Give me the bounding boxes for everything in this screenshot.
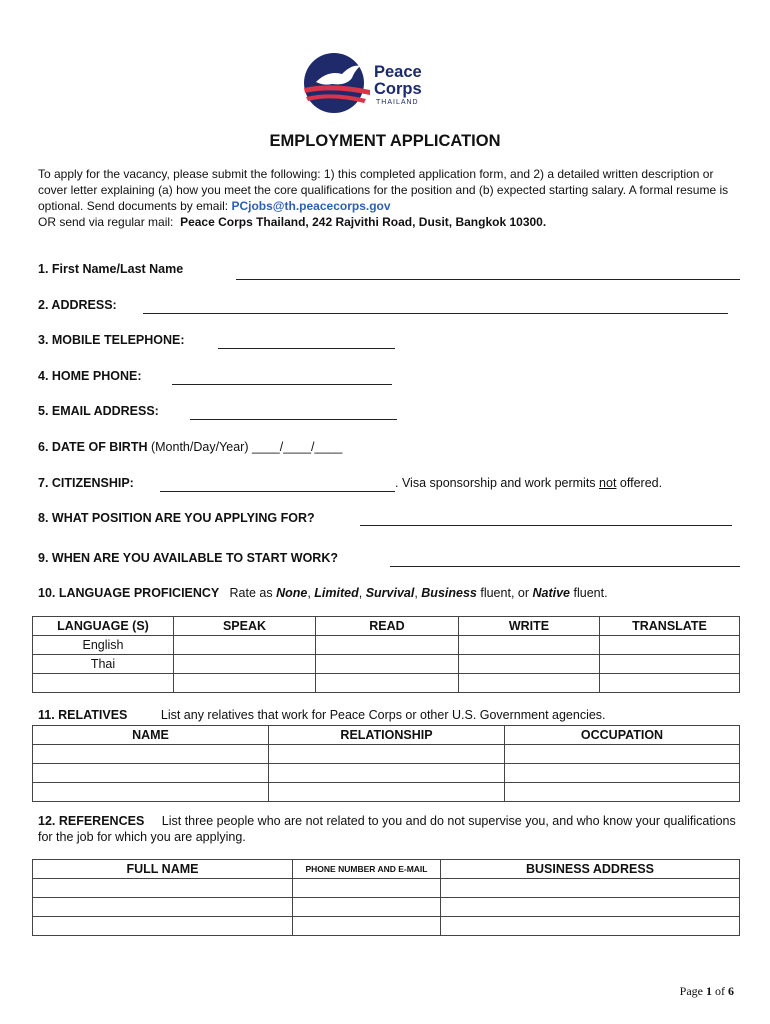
dove-emblem-icon: [302, 52, 372, 114]
speak-cell[interactable]: [174, 655, 316, 674]
references-table: [32, 859, 740, 936]
email-link[interactable]: PCjobs@th.peacecorps.gov: [231, 199, 391, 213]
name-cell[interactable]: [33, 764, 269, 783]
rate-business: Business: [421, 586, 477, 600]
col-phone-email: PHONE NUMBER AND E-MAIL: [293, 860, 441, 879]
rate-survival: Survival: [365, 586, 415, 600]
relationship-cell[interactable]: [269, 783, 505, 802]
peace-corps-logo: [302, 52, 432, 114]
table-row: [33, 898, 740, 917]
page-number: [680, 984, 734, 999]
table-row: [33, 879, 740, 898]
phone-email-cell[interactable]: [293, 898, 441, 917]
mail-address: Peace Corps Thailand, 242 Rajvithi Road, Dusit, Bangkok 10300.: [180, 215, 547, 229]
date-of-birth-row: [38, 440, 342, 454]
references-heading: 12. REFERENCES: [38, 814, 145, 828]
write-cell[interactable]: [459, 674, 600, 693]
table-row: [33, 783, 740, 802]
rate-fluent-or: fluent, or: [480, 586, 529, 600]
language-heading: 10. LANGUAGE PROFICIENCY: [38, 586, 220, 600]
first-last-name-field[interactable]: [236, 279, 740, 280]
relatives-table-header: [33, 726, 740, 745]
relatives-row: [38, 708, 606, 722]
home-phone-label: 4. HOME PHONE:: [38, 369, 142, 383]
table-row: [33, 636, 740, 655]
occupation-cell[interactable]: [505, 783, 740, 802]
mobile-telephone-field[interactable]: [218, 348, 395, 349]
page-title: EMPLOYMENT APPLICATION: [269, 132, 501, 150]
relationship-cell[interactable]: [269, 745, 505, 764]
full-name-cell[interactable]: [33, 879, 293, 898]
table-row: [33, 655, 740, 674]
rate-limited: Limited: [314, 586, 359, 600]
col-language: LANGUAGE (S): [33, 617, 174, 636]
occupation-cell[interactable]: [505, 745, 740, 764]
home-phone-field[interactable]: [172, 384, 392, 385]
business-address-cell[interactable]: [441, 879, 740, 898]
speak-cell[interactable]: [174, 636, 316, 655]
business-address-cell[interactable]: [441, 917, 740, 936]
phone-email-cell[interactable]: [293, 879, 441, 898]
full-name-cell[interactable]: [33, 898, 293, 917]
phone-email-cell[interactable]: [293, 917, 441, 936]
start-work-label: 9. WHEN ARE YOU AVAILABLE TO START WORK?: [38, 551, 338, 565]
citizenship-field[interactable]: [160, 491, 395, 492]
rate-none: None: [276, 586, 308, 600]
table-row: [33, 917, 740, 936]
language-cell[interactable]: [33, 674, 174, 693]
references-row: [38, 813, 738, 845]
relatives-instruction: List any relatives that work for Peace Corps or other U.S. Government agencies.: [160, 708, 606, 722]
language-cell: English: [33, 636, 174, 655]
table-row: [33, 764, 740, 783]
translate-cell[interactable]: [600, 655, 740, 674]
occupation-cell[interactable]: [505, 764, 740, 783]
visa-note-text: . Visa sponsorship and work permits: [395, 476, 596, 490]
relationship-cell[interactable]: [269, 764, 505, 783]
rate-fluent-end: fluent.: [573, 586, 608, 600]
col-translate: TRANSLATE: [600, 617, 740, 636]
visa-note: [395, 476, 662, 490]
language-table-header: [33, 617, 740, 636]
relatives-heading: 11. RELATIVES: [38, 708, 128, 722]
col-write: WRITE: [459, 617, 600, 636]
position-label: 8. WHAT POSITION ARE YOU APPLYING FOR?: [38, 511, 315, 525]
write-cell[interactable]: [459, 636, 600, 655]
start-work-field[interactable]: [390, 566, 740, 567]
email-address-label: 5. EMAIL ADDRESS:: [38, 404, 159, 418]
visa-note-not: not: [599, 476, 617, 490]
business-address-cell[interactable]: [441, 898, 740, 917]
col-full-name: FULL NAME: [33, 860, 293, 879]
col-name: NAME: [33, 726, 269, 745]
read-cell[interactable]: [316, 655, 459, 674]
write-cell[interactable]: [459, 655, 600, 674]
col-speak: SPEAK: [174, 617, 316, 636]
speak-cell[interactable]: [174, 674, 316, 693]
references-instruction: List three people who are not related to you and do not supervise you, and who know your qualifications for the job for which you are applying.: [38, 814, 736, 844]
col-business-address: BUSINESS ADDRESS: [441, 860, 740, 879]
address-label: 2. ADDRESS:: [38, 298, 117, 312]
first-last-name-label: 1. First Name/Last Name: [38, 262, 184, 276]
language-cell: Thai: [33, 655, 174, 674]
date-of-birth-label: 6. DATE OF BIRTH: [38, 440, 148, 454]
visa-note-end: offered.: [619, 476, 663, 490]
col-relationship: RELATIONSHIP: [269, 726, 505, 745]
page-total: 6: [728, 984, 734, 998]
rate-native: Native: [532, 586, 571, 600]
date-of-birth-field[interactable]: (Month/Day/Year) ____/____/____: [150, 440, 343, 454]
table-row: [33, 674, 740, 693]
language-proficiency-row: 10. LANGUAGE PROFICIENCY Rate as None, Limited, Survival, Business fluent, or Native fluent.: [38, 586, 608, 600]
table-row: [33, 745, 740, 764]
rate-as-text: Rate as: [229, 586, 273, 600]
language-table: [32, 616, 740, 693]
address-field[interactable]: [143, 313, 728, 314]
mobile-telephone-label: 3. MOBILE TELEPHONE:: [38, 333, 185, 347]
translate-cell[interactable]: [600, 674, 740, 693]
name-cell[interactable]: [33, 783, 269, 802]
mail-prefix: OR send via regular mail:: [38, 215, 174, 229]
read-cell[interactable]: [316, 674, 459, 693]
page-label: Page: [679, 984, 703, 998]
intro-text: To apply for the vacancy, please submit the following: 1) this completed application form, and 2) a detailed written description or cover letter explaining (a) how you meet the core qualifications for the position and (b) expected starting salary. A formal resume is optional. Send documents by email:: [38, 167, 729, 213]
translate-cell[interactable]: [600, 636, 740, 655]
logo-text-peace: Peace: [374, 63, 422, 81]
page-current: 1: [706, 984, 712, 998]
page-of: of: [715, 984, 725, 998]
position-field[interactable]: [360, 525, 732, 526]
full-name-cell[interactable]: [33, 917, 293, 936]
citizenship-label: 7. CITIZENSHIP:: [38, 476, 134, 490]
col-read: READ: [316, 617, 459, 636]
name-cell[interactable]: [33, 745, 269, 764]
email-address-field[interactable]: [190, 419, 397, 420]
intro-paragraph: [38, 166, 738, 230]
logo-text-thailand: THAILAND: [376, 99, 419, 106]
col-occupation: OCCUPATION: [505, 726, 740, 745]
relatives-table: [32, 725, 740, 802]
logo-text-corps: Corps: [374, 80, 422, 98]
references-table-header: [33, 860, 740, 879]
read-cell[interactable]: [316, 636, 459, 655]
